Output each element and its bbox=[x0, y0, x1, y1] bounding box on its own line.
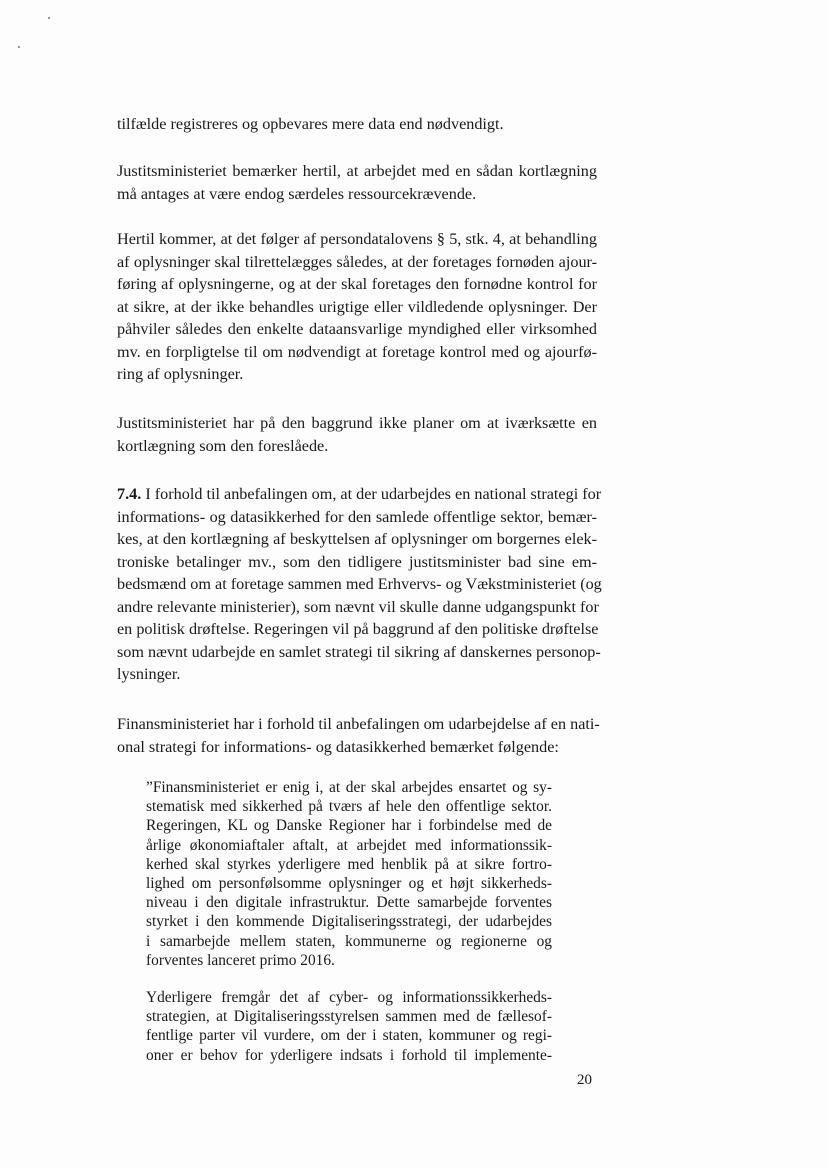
quote-line: i samarbejde mellem staten, kommunerne og regionerne og bbox=[146, 932, 552, 950]
quote-line: fentlige parter vil vurdere, om der i staten, kommuner og regi- bbox=[146, 1027, 552, 1045]
text-line: andre relevante ministerier), som nævnt vil skulle danne udgangspunkt for bbox=[117, 597, 599, 616]
text-line: kes, at den kortlægning af beskyttelsen af oplysninger om borgernes elek- bbox=[117, 530, 597, 548]
text-line: at sikre, at der ikke behandles urigtige eller vildledende oplysninger. Der bbox=[117, 297, 597, 316]
paragraph bbox=[117, 113, 597, 136]
quote-line: kerhed skal styrkes yderligere med henblik på at sikre fortro- bbox=[146, 855, 552, 873]
quote-line: stematisk med sikkerhed på tværs af hele den offentlige sektor. bbox=[146, 798, 552, 816]
text-line: tilfælde registreres og opbevares mere data end nødvendigt. bbox=[117, 115, 504, 133]
text-line: mv. en forpligtelse til om nødvendigt at foretage kontrol med og ajourfø- bbox=[117, 342, 597, 361]
quote-line: styrket i den kommende Digitaliseringsstrategi, der udarbejdes bbox=[146, 913, 552, 931]
text-line: onal strategi for informations- og datasikkerhed bemærket følgende: bbox=[117, 737, 559, 756]
paragraph bbox=[117, 412, 597, 457]
text-line: Finansministeriet har i forhold til anbefalingen om udarbejdelse af en nati- bbox=[117, 715, 600, 733]
section-text: I forhold til anbefalingen om, at der udarbejdes en national strategi for bbox=[141, 485, 602, 503]
quote-line: lighed om personfølsomme oplysninger og et højt sikkerheds- bbox=[146, 875, 552, 893]
quote-line: Regeringen, KL og Danske Regioner har i forbindelse med de bbox=[146, 817, 552, 835]
quote-line: niveau i den digitale infrastruktur. Dette samarbejde forventes bbox=[146, 894, 552, 912]
quote-line: oner er behov for yderligere indsats i forhold til implemente- bbox=[146, 1046, 552, 1064]
quote-line: ”Finansministeriet er enig i, at der skal arbejdes ensartet og sy- bbox=[146, 779, 552, 796]
block-quote bbox=[146, 988, 552, 1065]
text-line: som nævnt udarbejde en samlet strategi til sikring af danskernes personop- bbox=[117, 642, 601, 661]
quote-line: forventes lanceret primo 2016. bbox=[146, 951, 335, 969]
text-line: kortlægning som den foreslåede. bbox=[117, 436, 329, 455]
text-line: en politisk drøftelse. Regeringen vil på baggrund af den politiske drøftelse bbox=[117, 620, 599, 638]
text-line: må antages at være endog særdeles ressourcekrævende. bbox=[117, 184, 477, 203]
text-line: ring af oplysninger. bbox=[117, 365, 244, 383]
scan-speck bbox=[18, 46, 20, 48]
text-line: Justitsministeriet bemærker hertil, at arbejdet med en sådan kortlægning bbox=[117, 162, 597, 180]
text-line: påhviler således den enkelte dataansvarlige myndighed eller virksomhed bbox=[117, 320, 597, 338]
scan-speck bbox=[48, 17, 50, 19]
section-number: 7.4. bbox=[117, 485, 142, 503]
text-line: føring af oplysningerne, og at der skal foretages den fornødne kontrol for bbox=[117, 275, 597, 293]
page-number: 20 bbox=[577, 1072, 592, 1088]
text-line: informations- og datasikkerhed for den samlede offentlige sektor, bemær- bbox=[117, 507, 597, 526]
section-paragraph bbox=[117, 483, 602, 686]
quote-line: strategien, at Digitaliseringsstyrelsen sammen med de fællesof- bbox=[146, 1008, 552, 1026]
text-line: bedsmænd om at foretage sammen med Erhvervs- og Vækstministeriet (og bbox=[117, 575, 602, 593]
text-line: Justitsministeriet har på den baggrund ikke planer om at iværksætte en bbox=[117, 414, 597, 432]
text-line: Hertil kommer, at det følger af persondatalovens § 5, stk. 4, at behandling bbox=[117, 230, 597, 248]
paragraph bbox=[117, 228, 597, 386]
paragraph bbox=[117, 713, 600, 758]
quote-line: Yderligere fremgår det af cyber- og informationssikkerheds- bbox=[146, 989, 552, 1006]
block-quote bbox=[146, 778, 552, 970]
text-line bbox=[117, 483, 602, 506]
quote-line: årlige økonomiaftaler aftalt, at arbejdet med informationssik- bbox=[146, 836, 552, 854]
text-line: af oplysninger skal tilrettelægges således, at der foretages fornøden ajour- bbox=[117, 252, 597, 271]
text-line: troniske betalinger mv., som den tidligere justitsminister bad sine em- bbox=[117, 552, 597, 571]
paragraph bbox=[117, 160, 597, 205]
text-line: lysninger. bbox=[117, 665, 181, 683]
